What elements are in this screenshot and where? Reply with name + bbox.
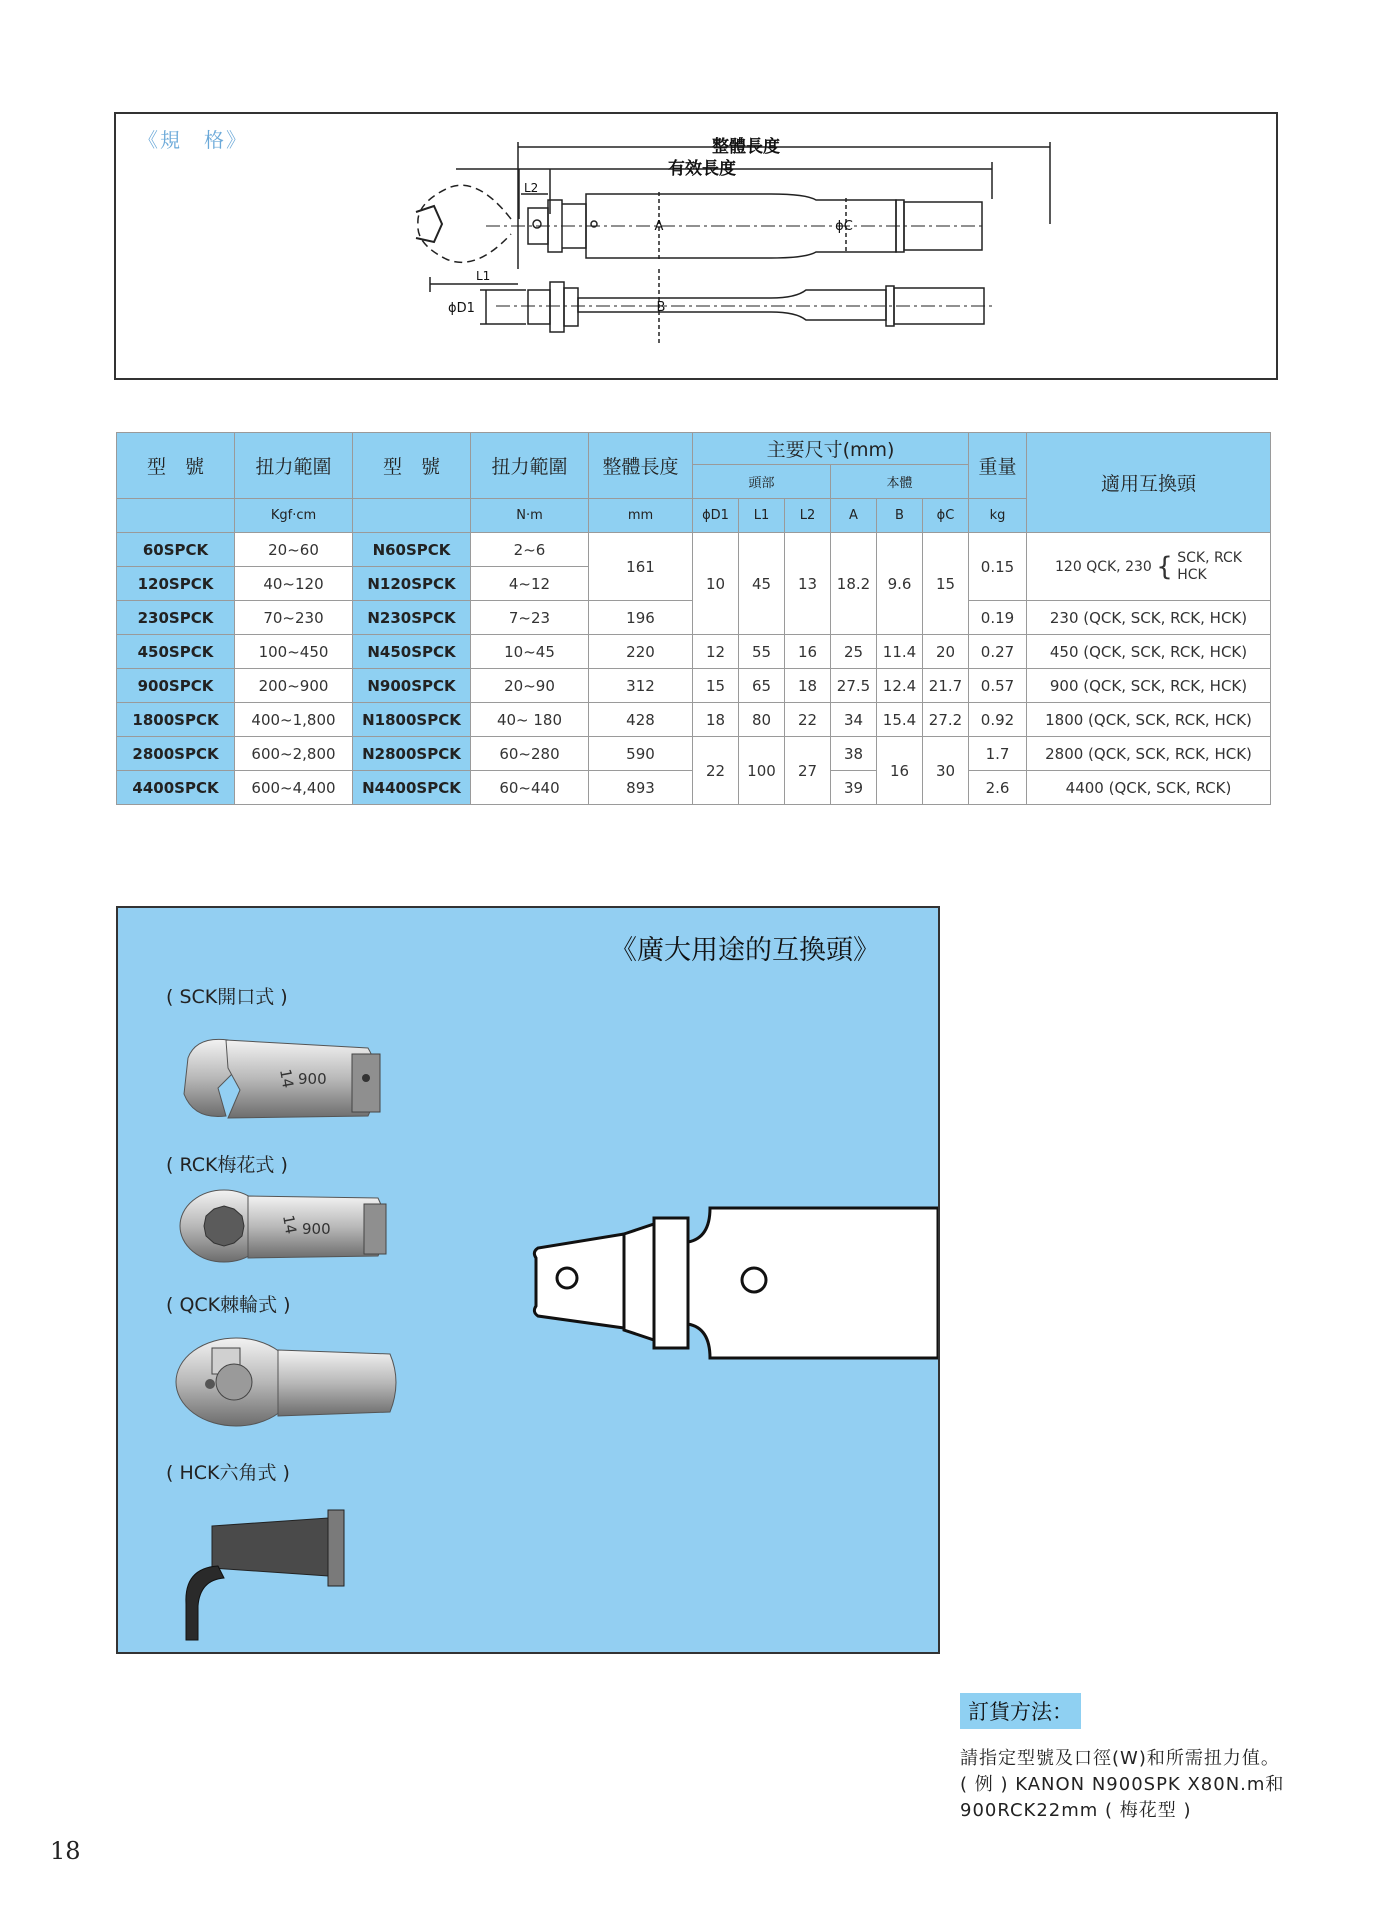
b-cell: 12.4 bbox=[877, 669, 923, 703]
model-cell: 230SPCK bbox=[117, 601, 235, 635]
unit-kgf: Kgf·cm bbox=[235, 499, 353, 533]
kgf-cell: 200~900 bbox=[235, 669, 353, 703]
header-torque-kgf: 扭力範圍 bbox=[235, 433, 353, 499]
nm-cell: 7~23 bbox=[471, 601, 589, 635]
model-cell: 60SPCK bbox=[117, 533, 235, 567]
header-model-n: 型 號 bbox=[353, 433, 471, 499]
unit-blank-2 bbox=[353, 499, 471, 533]
heads-panel-title: 《廣大用途的互換頭》 bbox=[610, 935, 880, 966]
b-cell: 11.4 bbox=[877, 635, 923, 669]
model-cell: 1800SPCK bbox=[117, 703, 235, 737]
c-cell: 15 bbox=[923, 533, 969, 635]
nm-cell: 20~90 bbox=[471, 669, 589, 703]
length-cell: 196 bbox=[589, 601, 693, 635]
model-cell: 4400SPCK bbox=[117, 771, 235, 805]
kgf-cell: 100~450 bbox=[235, 635, 353, 669]
sck-open-end-head-photo bbox=[168, 1028, 398, 1138]
qck-ratchet-head-photo bbox=[168, 1328, 408, 1438]
kgf-cell: 40~120 bbox=[235, 567, 353, 601]
c-label: ϕC bbox=[835, 219, 853, 234]
weight-cell: 0.57 bbox=[969, 669, 1027, 703]
unit-kg: kg bbox=[969, 499, 1027, 533]
length-cell: 312 bbox=[589, 669, 693, 703]
header-body: 本體 bbox=[831, 465, 969, 499]
a-cell: 38 bbox=[831, 737, 877, 771]
kgf-cell: 600~2,800 bbox=[235, 737, 353, 771]
interchangeable-heads-panel bbox=[116, 906, 940, 1654]
nmodel-cell: N230SPCK bbox=[353, 601, 471, 635]
length-cell: 220 bbox=[589, 635, 693, 669]
header-weight: 重量 bbox=[969, 433, 1027, 499]
nm-cell: 2~6 bbox=[471, 533, 589, 567]
kgf-cell: 400~1,800 bbox=[235, 703, 353, 737]
heads-cell bbox=[1027, 533, 1271, 601]
col-l2: L2 bbox=[785, 499, 831, 533]
nmodel-cell: N4400SPCK bbox=[353, 771, 471, 805]
header-model: 型 號 bbox=[117, 433, 235, 499]
b-cell: 9.6 bbox=[877, 533, 923, 635]
nm-cell: 40~ 180 bbox=[471, 703, 589, 737]
a-cell: 18.2 bbox=[831, 533, 877, 635]
b-cell: 15.4 bbox=[877, 703, 923, 737]
col-d1: ϕD1 bbox=[693, 499, 739, 533]
d1-label: ϕD1 bbox=[448, 301, 475, 316]
d1-cell: 18 bbox=[693, 703, 739, 737]
heads-lines bbox=[1177, 550, 1242, 584]
nmodel-cell: N1800SPCK bbox=[353, 703, 471, 737]
l1-cell: 80 bbox=[739, 703, 785, 737]
l1-cell: 45 bbox=[739, 533, 785, 635]
hck-hex-head-photo bbox=[178, 1496, 398, 1646]
heads-cell: 230 (QCK, SCK, RCK, HCK) bbox=[1027, 601, 1271, 635]
model-cell: 450SPCK bbox=[117, 635, 235, 669]
nm-cell: 4~12 bbox=[471, 567, 589, 601]
header-heads: 適用互換頭 bbox=[1027, 433, 1271, 533]
nmodel-cell: N450SPCK bbox=[353, 635, 471, 669]
unit-mm: mm bbox=[589, 499, 693, 533]
weight-cell: 0.15 bbox=[969, 533, 1027, 601]
a-cell: 39 bbox=[831, 771, 877, 805]
qck-label: ( QCK棘輪式 ) bbox=[166, 1294, 291, 1316]
order-line-1: 請指定型號及口徑(W)和所需扭力值。 bbox=[960, 1748, 1280, 1769]
d1-cell: 10 bbox=[693, 533, 739, 635]
spec-drawing-box bbox=[114, 112, 1278, 380]
rck-ring-head-photo bbox=[168, 1180, 398, 1280]
weight-cell: 0.19 bbox=[969, 601, 1027, 635]
c-cell: 27.2 bbox=[923, 703, 969, 737]
length-cell: 893 bbox=[589, 771, 693, 805]
d1-cell: 22 bbox=[693, 737, 739, 805]
heads-prefix: 120 QCK, 230 bbox=[1055, 558, 1152, 575]
col-l1: L1 bbox=[739, 499, 785, 533]
heads-cell: 900 (QCK, SCK, RCK, HCK) bbox=[1027, 669, 1271, 703]
a-cell: 25 bbox=[831, 635, 877, 669]
heads-cell: 1800 (QCK, SCK, RCK, HCK) bbox=[1027, 703, 1271, 737]
col-a: A bbox=[831, 499, 877, 533]
nm-cell: 60~280 bbox=[471, 737, 589, 771]
header-overall-length: 整體長度 bbox=[589, 433, 693, 499]
d1-cell: 12 bbox=[693, 635, 739, 669]
c-cell: 21.7 bbox=[923, 669, 969, 703]
page-number: 18 bbox=[50, 1837, 81, 1865]
l1-cell: 55 bbox=[739, 635, 785, 669]
a-label: A bbox=[654, 219, 664, 234]
weight-cell: 2.6 bbox=[969, 771, 1027, 805]
order-line-2: ( 例 ) KANON N900SPK X80N.m和 bbox=[960, 1774, 1285, 1795]
spec-table bbox=[116, 432, 1271, 805]
rck-marking-900: 900 bbox=[302, 1220, 331, 1238]
d1-cell: 15 bbox=[693, 669, 739, 703]
c-cell: 20 bbox=[923, 635, 969, 669]
heads-cell: 4400 (QCK, SCK, RCK) bbox=[1027, 771, 1271, 805]
length-cell: 161 bbox=[589, 533, 693, 601]
l2-cell: 18 bbox=[785, 669, 831, 703]
sck-label: ( SCK開口式 ) bbox=[166, 986, 288, 1008]
order-title: 訂貨方法： bbox=[960, 1693, 1081, 1729]
order-line-3: 900RCK22mm ( 梅花型 ) bbox=[960, 1800, 1192, 1821]
l2-cell: 27 bbox=[785, 737, 831, 805]
model-cell: 900SPCK bbox=[117, 669, 235, 703]
length-cell: 590 bbox=[589, 737, 693, 771]
rck-marking-14: 14 bbox=[279, 1213, 301, 1236]
nm-cell: 10~45 bbox=[471, 635, 589, 669]
col-b: B bbox=[877, 499, 923, 533]
nmodel-cell: N120SPCK bbox=[353, 567, 471, 601]
nmodel-cell: N60SPCK bbox=[353, 533, 471, 567]
model-cell: 120SPCK bbox=[117, 567, 235, 601]
a-cell: 34 bbox=[831, 703, 877, 737]
l2-label: L2 bbox=[524, 181, 539, 195]
sck-marking-14: 14 bbox=[276, 1067, 298, 1090]
nm-cell: 60~440 bbox=[471, 771, 589, 805]
unit-nm: N·m bbox=[471, 499, 589, 533]
b-label: B bbox=[656, 300, 666, 315]
a-cell: 27.5 bbox=[831, 669, 877, 703]
overall-length-label: 整體長度 bbox=[712, 137, 780, 157]
l1-cell: 100 bbox=[739, 737, 785, 805]
weight-cell: 0.92 bbox=[969, 703, 1027, 737]
effective-length-label: 有效長度 bbox=[668, 159, 736, 179]
unit-blank bbox=[117, 499, 235, 533]
heads-line-1: SCK, RCK bbox=[1177, 549, 1242, 566]
weight-cell: 1.7 bbox=[969, 737, 1027, 771]
heads-cell: 450 (QCK, SCK, RCK, HCK) bbox=[1027, 635, 1271, 669]
weight-cell: 0.27 bbox=[969, 635, 1027, 669]
heads-line-2: HCK bbox=[1177, 566, 1207, 583]
kgf-cell: 70~230 bbox=[235, 601, 353, 635]
l2-cell: 22 bbox=[785, 703, 831, 737]
col-c: ϕC bbox=[923, 499, 969, 533]
rck-label: ( RCK梅花式 ) bbox=[166, 1154, 288, 1176]
drive-end-closeup-diagram bbox=[514, 1168, 938, 1398]
l1-cell: 65 bbox=[739, 669, 785, 703]
sck-marking-900: 900 bbox=[298, 1070, 327, 1088]
l1-label: L1 bbox=[476, 269, 491, 283]
l2-cell: 16 bbox=[785, 635, 831, 669]
b-cell: 16 bbox=[877, 737, 923, 805]
header-head: 頭部 bbox=[693, 465, 831, 499]
kgf-cell: 20~60 bbox=[235, 533, 353, 567]
nmodel-cell: N2800SPCK bbox=[353, 737, 471, 771]
hck-label: ( HCK六角式 ) bbox=[166, 1462, 290, 1484]
kgf-cell: 600~4,400 bbox=[235, 771, 353, 805]
heads-cell: 2800 (QCK, SCK, RCK, HCK) bbox=[1027, 737, 1271, 771]
wrench-dimension-diagram bbox=[116, 114, 1276, 378]
brace: { bbox=[1156, 551, 1173, 582]
spec-title: 《規 格》 bbox=[138, 128, 248, 152]
model-cell: 2800SPCK bbox=[117, 737, 235, 771]
c-cell: 30 bbox=[923, 737, 969, 805]
header-torque-nm: 扭力範圍 bbox=[471, 433, 589, 499]
l2-cell: 13 bbox=[785, 533, 831, 635]
length-cell: 428 bbox=[589, 703, 693, 737]
nmodel-cell: N900SPCK bbox=[353, 669, 471, 703]
header-main-dims: 主要尺寸(mm) bbox=[693, 433, 969, 465]
